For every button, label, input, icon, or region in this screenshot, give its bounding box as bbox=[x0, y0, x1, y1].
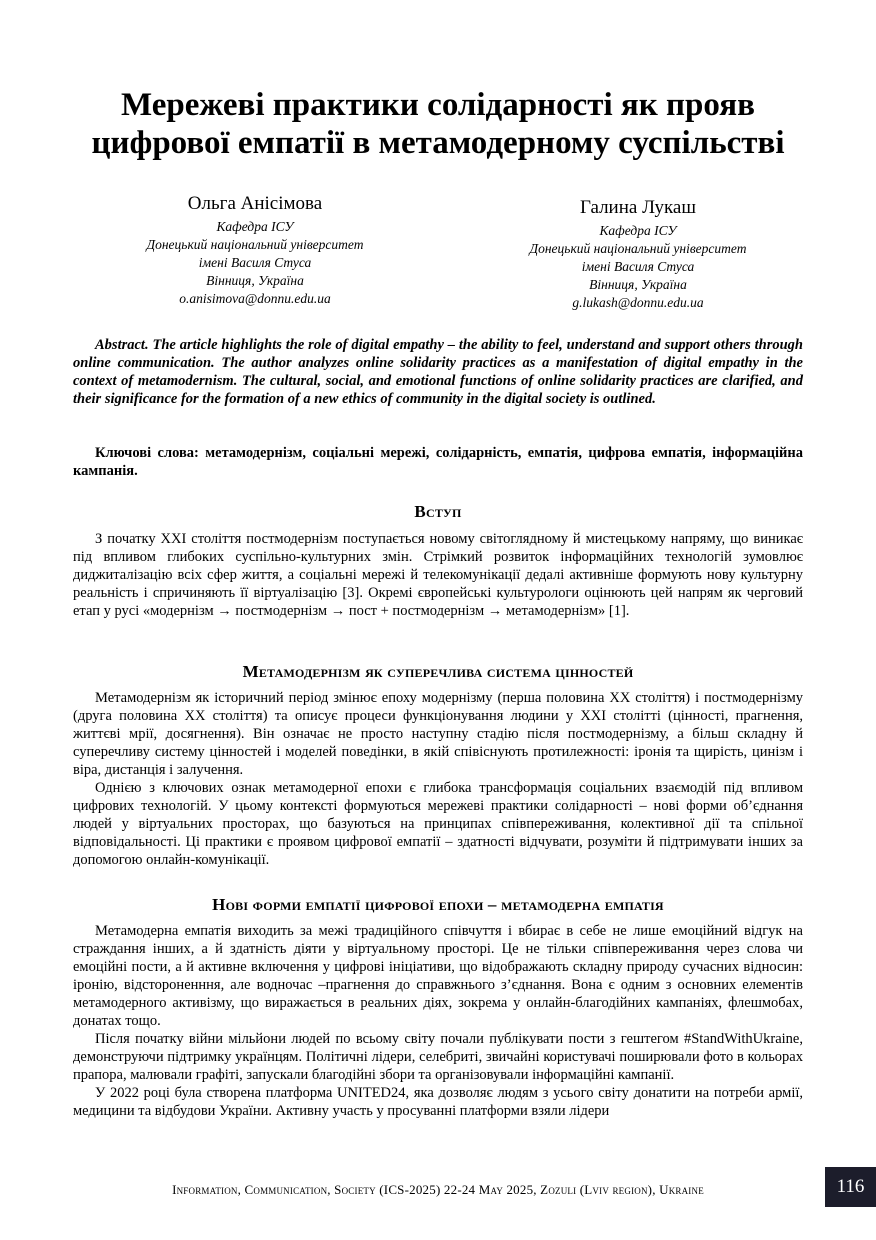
author-name: Галина Лукаш bbox=[579, 197, 697, 218]
author-city: Вінниця, Україна bbox=[589, 277, 687, 292]
section-metamodernism bbox=[73, 689, 803, 869]
paragraph: Однією з ключових ознак метамодерної епохи є глибока трансформація соціальних взаємодій під впливом цифрових технологій. У цьому контексті формуються мережеві практики солідарності – нові форми об’єднання людей у віртуальних просторах, що базуються на принципах співпереживання, колективної дії та спільної відповідальності. Ці практики є проявом цифрової емпатії – здатності відчувати, розуміти й підтримувати інших за допомогою онлайн-комунікації. bbox=[73, 780, 803, 868]
section-intro bbox=[73, 530, 803, 620]
paragraph: Після початку війни мільйони людей по всьому світу почали публікувати пости з гештегом #StandWithUkraine, демонструючи підтримку українцям. Політичні лідери, селебриті, звичайні користувачі поширювали фото в кольорах прапора, малювали графіті, запускали благодійні збори та організовували інформаційні кампанії. bbox=[73, 1031, 803, 1083]
title-line-1: Мережеві практики солідарності як прояв bbox=[121, 87, 755, 123]
paragraph: Метамодерна емпатія виходить за межі традиційного співчуття і вбирає в себе не лише емоційний відгук на страждання інших, а й здатність діяти у віртуальному просторі. Це не тільки співпереживання через слова чи емоційні пости, а й активне включення у цифрові ініціативи, що відображають складну природу сучасних відносин: іронію, відстороненння, але водночас –прагнення до справжнього з’єднання. Вона є одним з основних елементів метамодерного активізму, що виражається в реальних діях, зокрема у онлайн-благодійних кампаніях, флешмобах, донатах тощо. bbox=[73, 923, 803, 1029]
section-heading-empathy: Нові форми емпатії цифрової епохи – метамодерна емпатія bbox=[212, 895, 664, 914]
author-university: Донецький національний університет bbox=[529, 241, 747, 256]
paper-title bbox=[60, 86, 816, 162]
author-university-name: імені Василя Стуса bbox=[581, 259, 695, 274]
section-heading-intro: Вступ bbox=[414, 502, 462, 521]
author-block-2 bbox=[468, 196, 808, 312]
section-heading-metamodernism: Метамодернізм як суперечлива система цінностей bbox=[242, 662, 634, 681]
author-name: Ольга Анісімова bbox=[187, 193, 323, 214]
page-footer: Information, Communication, Society (ICS-2025) 22-24 May 2025, Zozuli (Lviv region), Ukraine bbox=[172, 1182, 704, 1197]
paragraph: Метамодернізм як історичний період змінює епоху модернізму (перша половина XX століття) і постмодернізму (друга половина XX століття) та описує процеси функціонування людини у XXI столітті (цінності, прагнення, життєві мрії, досягнення). Він означає не просто наступну стадію після постмодернізму, а більш складну й суперечливу систему цінностей і моделей поведінки, в якій співіснують протилежності: іронія та щирість, цинізм і віра, дистанція і залучення. bbox=[73, 690, 803, 778]
author-department: Кафедра ІСУ bbox=[216, 219, 294, 234]
abstract: Abstract. The article highlights the role of digital empathy – the ability to feel, understand and support others through online communication. The author analyzes online solidarity practices as a manifestation of digital empathy in the context of metamodernism. The cultural, social, and emotional functions of online solidarity practices are clarified, and their significance for the formation of a new ethics of community in the digital society is outlined. bbox=[73, 337, 803, 407]
author-city: Вінниця, Україна bbox=[206, 273, 304, 288]
title-line-2: цифрової емпатії в метамодерному суспільстві bbox=[91, 125, 785, 161]
author-email[interactable]: o.anisimova@donnu.edu.ua bbox=[179, 291, 331, 306]
author-university-name: імені Василя Стуса bbox=[198, 255, 312, 270]
page-number: 116 bbox=[825, 1167, 876, 1207]
author-email[interactable]: g.lukash@donnu.edu.ua bbox=[572, 295, 704, 310]
author-block-1 bbox=[85, 192, 425, 308]
author-department: Кафедра ІСУ bbox=[599, 223, 677, 238]
section-empathy bbox=[73, 922, 803, 1120]
keywords: Ключові слова: метамодернізм, соціальні мережі, солідарність, емпатія, цифрова емпатія, інформаційна кампанія. bbox=[73, 445, 803, 479]
author-university: Донецький національний університет bbox=[146, 237, 364, 252]
paragraph: У 2022 році була створена платформа UNITED24, яка дозволяє людям з усього світу донатити на потреби армії, медицини та відбудови України. Активну участь у просуванні платформи взяли лідери bbox=[73, 1085, 803, 1119]
paragraph: З початку XXI століття постмодернізм поступається новому світоглядному й мистецькому напряму, що виникає під впливом глибоких суспільно-культурних змін. Стрімкий розвиток інформаційних технологій зумовлює диджиталізацію всіх сфер життя, а соціальні мережі й телекомунікації дедалі активніше формують нову культурну реальність і спричиняють її віртуалізацію [3]. Окремі європейські культурологи оцінюють цей напрям як черговий етап у русі «модернізм → постмодернізм → пост + постмодернізм → метамодернізм» [1]. bbox=[73, 531, 803, 619]
